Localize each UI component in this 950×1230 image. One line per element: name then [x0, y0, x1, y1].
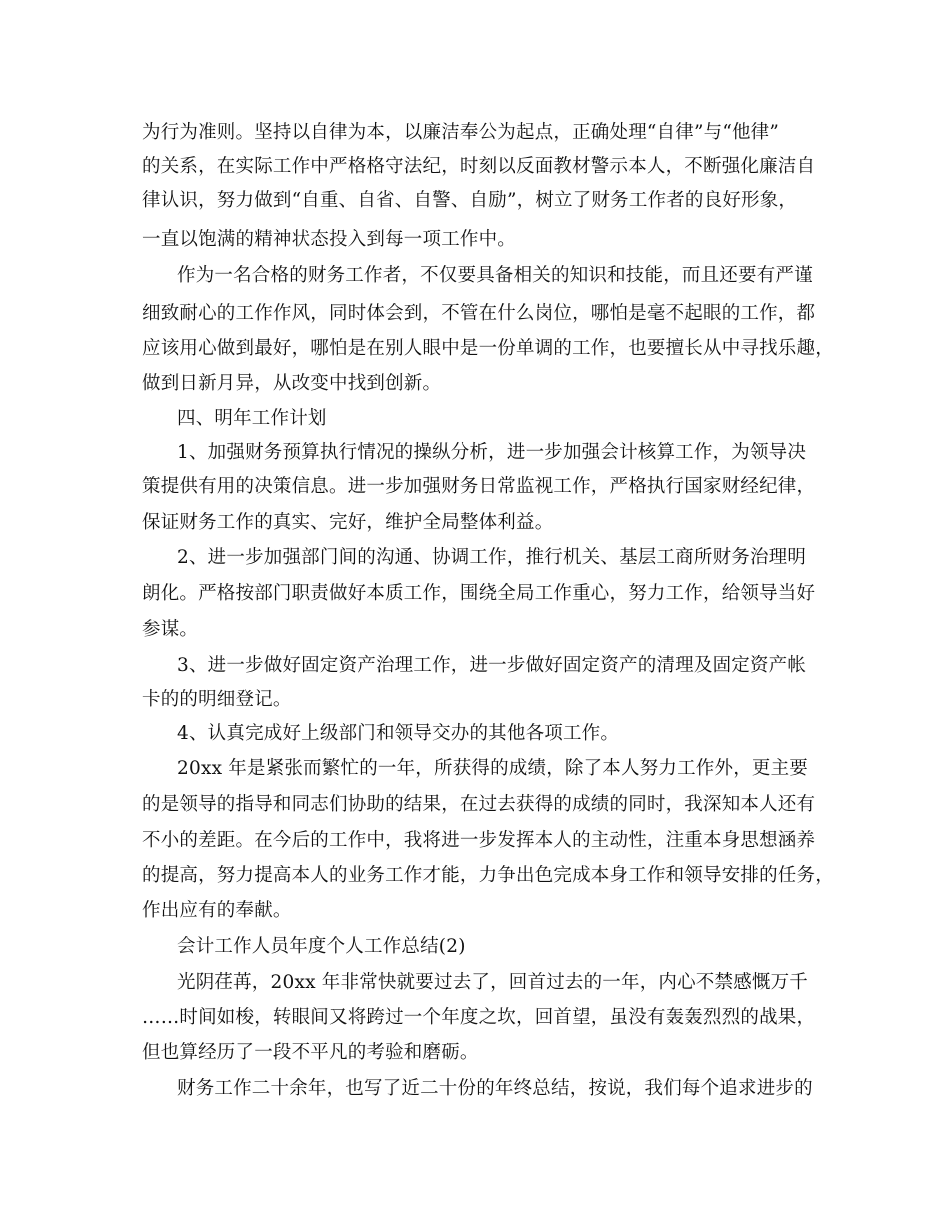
paragraph-first-line: 光阴荏苒，20xx 年非常快就要过去了，回首过去的一年，内心不禁感慨万千	[177, 972, 808, 993]
paragraph-first-line: 3、进一步做好固定资产治理工作，进一步做好固定资产的清理及固定资产帐	[177, 655, 807, 676]
text-line: 不小的差距。在今后的工作中，我将进一步发挥本人的主动性，注重本身思想涵养	[142, 830, 816, 851]
text-line: 的提高，努力提高本人的业务工作才能，力争出色完成本身工作和领导安排的任务，	[142, 865, 834, 886]
text-line: 做到日新月异，从改变中找到创新。	[142, 373, 442, 394]
paragraph-first-line: 2、进一步加强部门间的沟通、协调工作，推行机关、基层工商所财务治理明	[177, 547, 807, 568]
paragraph-first-line: 财务工作二十余年，也写了近二十份的年终总结，按说，我们每个追求进步的	[177, 1078, 813, 1099]
paragraph-first-line: 1、加强财务预算执行情况的操纵分析，进一步加强会计核算工作，为领导决	[177, 442, 807, 463]
text-line: 卡的的明细登记。	[142, 689, 292, 710]
text-line: 应该用心做到最好，哪怕是在别人眼中是一份单调的工作，也要擅长从中寻找乐趣，	[142, 338, 834, 359]
text-line: 策提供有用的决策信息。进一步加强财务日常监视工作，严格执行国家财经纪律，	[142, 476, 816, 497]
text-line: 参谋。	[142, 619, 199, 640]
text-line: 律认识，努力做到“自重、自省、自警、自励”，树立了财务工作者的良好形象，	[142, 190, 798, 211]
section-heading: 四、明年工作计划	[177, 408, 327, 429]
text-line: 为行为准则。坚持以自律为本，以廉洁奉公为起点，正确处理“自律”与“他律”	[142, 122, 780, 143]
paragraph-first-line: 4、认真完成好上级部门和领导交办的其他各项工作。	[177, 723, 620, 744]
text-line: 一直以饱满的精神状态投入到每一项工作中。	[142, 229, 517, 250]
text-line: ……时间如梭，转眼间又将跨过一个年度之坎，回首望，虽没有轰轰烈烈的战果，	[142, 1007, 816, 1028]
text-line: 作出应有的奉献。	[142, 900, 292, 921]
section-heading: 会计工作人员年度个人工作总结(2)	[177, 936, 466, 957]
text-line: 细致耐心的工作作风，同时体会到，不管在什么岗位，哪怕是毫不起眼的工作，都	[142, 303, 816, 324]
paragraph-first-line: 20xx 年是紧张而繁忙的一年，所获得的成绩，除了本人努力工作外，更主要	[177, 758, 808, 779]
paragraph-first-line: 作为一名合格的财务工作者，不仅要具备相关的知识和技能，而且还要有严谨	[177, 265, 813, 286]
text-line: 保证财务工作的真实、完好，维护全局整体利益。	[142, 512, 554, 533]
text-line: 但也算经历了一段不平凡的考验和磨砺。	[142, 1042, 479, 1063]
text-line: 的关系，在实际工作中严格格守法纪，时刻以反面教材警示本人，不断强化廉洁自	[142, 156, 816, 177]
text-line: 的是领导的指导和同志们协助的结果，在过去获得的成绩的同时，我深知本人还有	[142, 794, 816, 815]
text-line: 朗化。严格按部门职责做好本质工作，围绕全局工作重心，努力工作，给领导当好	[142, 583, 816, 604]
